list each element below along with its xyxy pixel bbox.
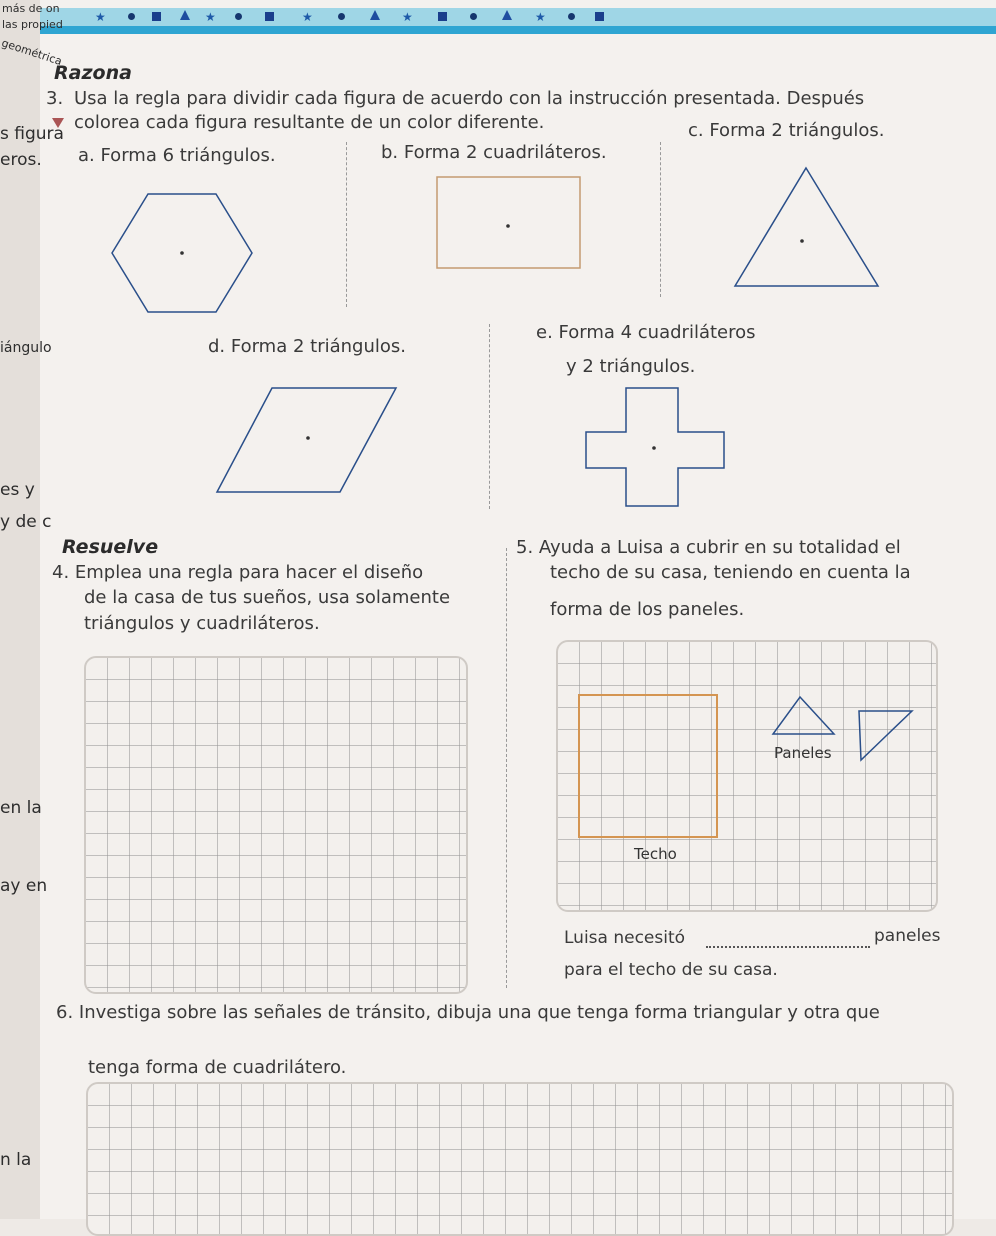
- exercise-6-line1: 6. Investiga sobre las señales de tránsito, dibuja una que tenga forma triangular y otra que: [56, 1002, 880, 1023]
- traffic-signs-grid[interactable]: [86, 1082, 954, 1236]
- dashed-divider: [660, 142, 661, 297]
- decorative-top-band: [40, 0, 996, 34]
- margin-fragment: s figura: [0, 124, 64, 144]
- exercise-5-line3: forma de los paneles.: [550, 599, 745, 620]
- star-icon: ★: [535, 10, 546, 24]
- exercise-5-line1: 5. Ayuda a Luisa a cubrir en su totalidad el: [516, 537, 901, 558]
- roof-label: Techo: [634, 845, 677, 863]
- triangle-icon: [370, 10, 380, 20]
- margin-fragment: es y: [0, 480, 35, 500]
- margin-fragment: y de c: [0, 512, 52, 532]
- task-d-label: d. Forma 2 triángulos.: [208, 336, 406, 357]
- margin-fragment: las propied: [2, 18, 63, 31]
- exercise-3-instruction: Usa la regla para dividir cada figura de acuerdo con la instrucción presentada. Después: [74, 88, 865, 109]
- dot-icon: [128, 13, 135, 20]
- margin-fragment: ay en: [0, 876, 48, 896]
- exercise-5-line2: techo de su casa, teniendo en cuenta la: [550, 562, 911, 583]
- house-design-grid[interactable]: [84, 656, 468, 994]
- hexagon-shape[interactable]: [110, 192, 255, 314]
- margin-fragment: eros.: [0, 150, 42, 170]
- task-e-label: e. Forma 4 cuadriláteros: [536, 322, 756, 343]
- triangle-icon: [180, 10, 190, 20]
- section-title-resuelve: Resuelve: [62, 536, 159, 558]
- task-e-label-cont: y 2 triángulos.: [566, 356, 696, 377]
- dot-icon: [338, 13, 345, 20]
- triangle-shape[interactable]: [734, 166, 880, 288]
- margin-fragment: geométrica: [0, 36, 64, 69]
- square-icon: [595, 12, 604, 21]
- answer-line2: para el techo de su casa.: [564, 960, 778, 980]
- star-icon: ★: [302, 10, 313, 24]
- answer-prefix: Luisa necesitó: [564, 928, 686, 948]
- panel-triangle-1: [772, 696, 836, 736]
- margin-fragment: iángulo: [0, 340, 52, 356]
- exercise-4-line1: 4. Emplea una regla para hacer el diseño: [52, 562, 424, 583]
- triangle-icon: [502, 10, 512, 20]
- dot-icon: [235, 13, 242, 20]
- square-icon: [265, 12, 274, 21]
- star-icon: ★: [205, 10, 216, 24]
- dashed-divider: [506, 548, 507, 988]
- margin-fragment: más de on: [2, 2, 60, 15]
- parallelogram-shape[interactable]: [216, 386, 398, 494]
- star-icon: ★: [95, 10, 106, 24]
- exercise-3-number: 3.: [46, 88, 64, 109]
- margin-fragment: n la: [0, 1150, 32, 1170]
- triangle-marker-icon: [52, 118, 64, 128]
- dashed-divider: [346, 142, 347, 307]
- panels-label: Paneles: [774, 744, 832, 762]
- exercise-4-line2: de la casa de tus sueños, usa solamente: [84, 587, 451, 608]
- margin-fragment: en la: [0, 798, 42, 818]
- task-c-label: c. Forma 2 triángulos.: [688, 120, 885, 141]
- answer-suffix: paneles: [874, 926, 941, 946]
- task-a-label: a. Forma 6 triángulos.: [78, 145, 276, 166]
- roof-square: [578, 694, 720, 840]
- dot-icon: [470, 13, 477, 20]
- answer-blank[interactable]: [706, 934, 870, 948]
- dashed-divider: [489, 324, 490, 509]
- square-icon: [152, 12, 161, 21]
- square-icon: [438, 12, 447, 21]
- star-icon: ★: [402, 10, 413, 24]
- section-title-razona: Razona: [54, 62, 132, 84]
- cross-shape[interactable]: [584, 386, 726, 508]
- exercise-6-line2: tenga forma de cuadrilátero.: [88, 1057, 347, 1078]
- panel-triangle-2: [858, 710, 914, 762]
- exercise-3-instruction-cont: colorea cada figura resultante de un color diferente.: [74, 112, 545, 133]
- task-b-label: b. Forma 2 cuadriláteros.: [381, 142, 607, 163]
- exercise-4-line3: triángulos y cuadriláteros.: [84, 613, 320, 634]
- dot-icon: [568, 13, 575, 20]
- rectangle-shape[interactable]: [436, 176, 582, 269]
